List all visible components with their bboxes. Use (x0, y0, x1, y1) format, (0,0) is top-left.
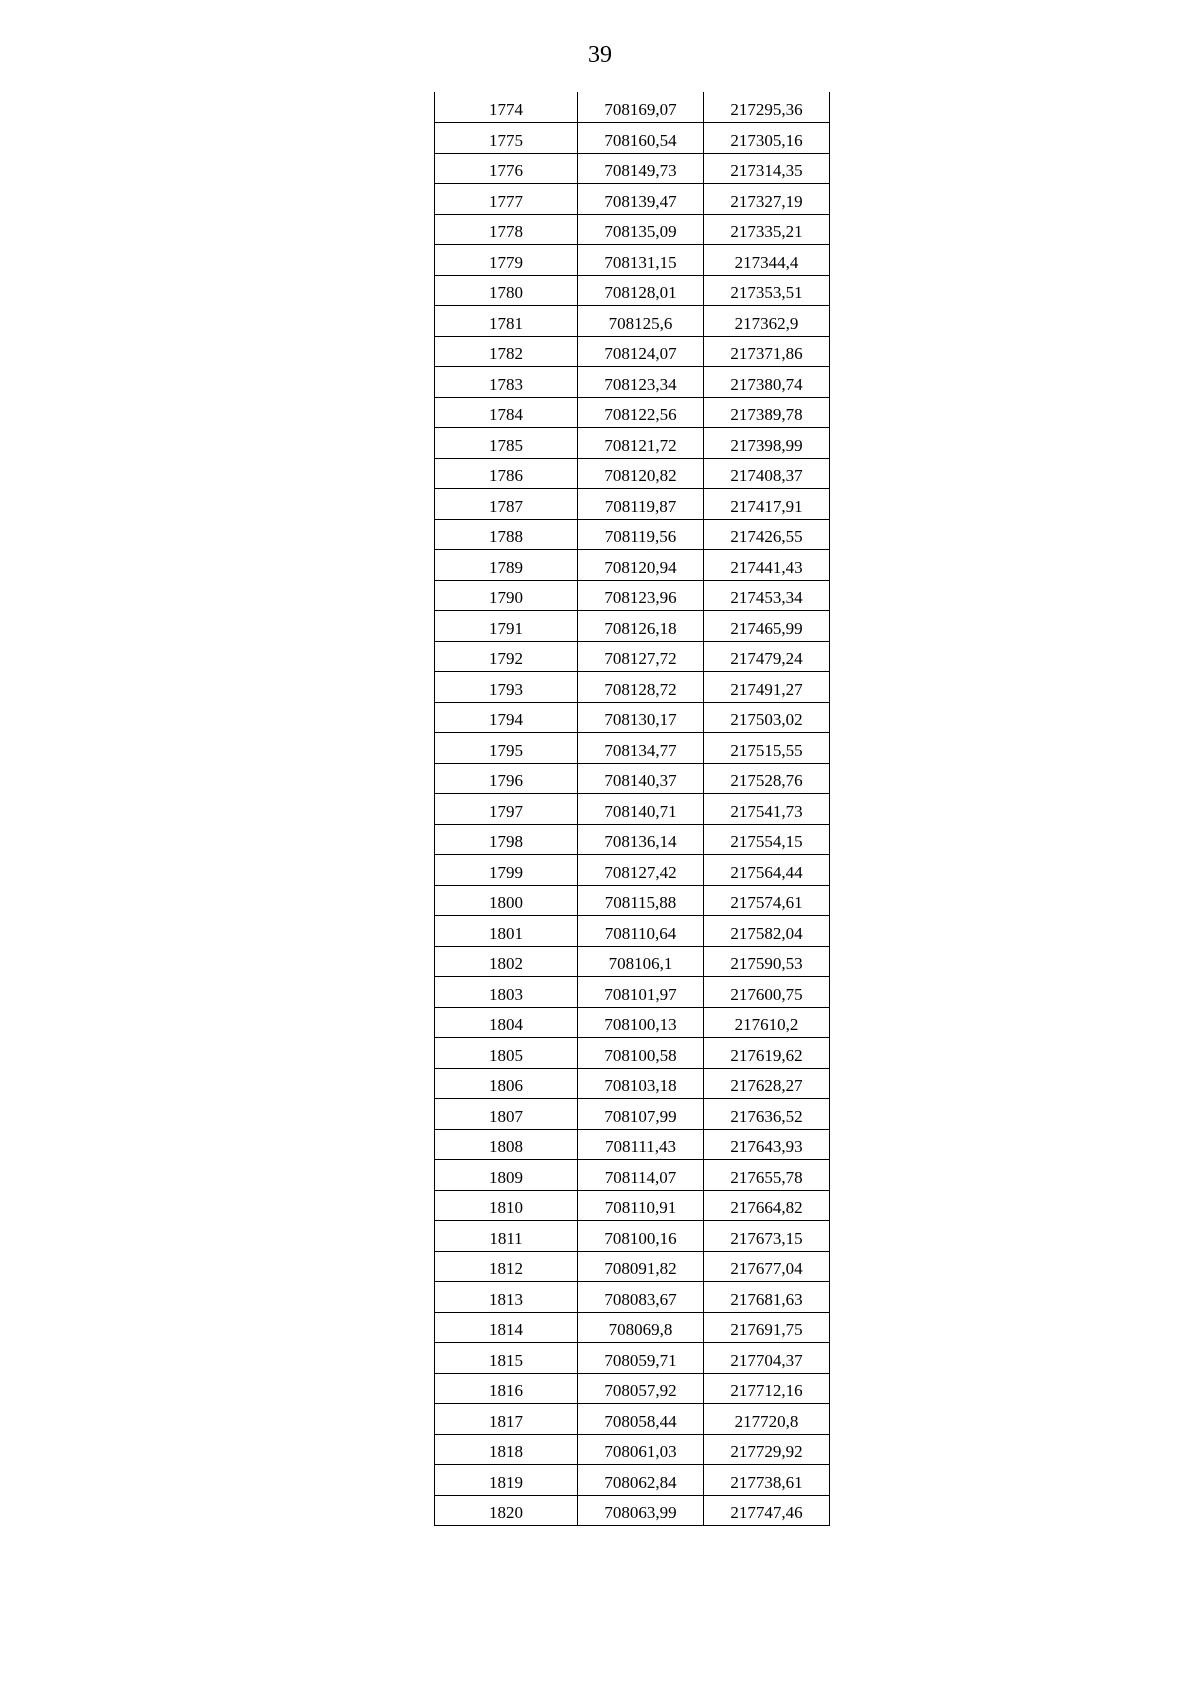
x-coordinate-cell: 708131,15 (578, 245, 704, 276)
y-coordinate-cell: 217643,93 (704, 1129, 830, 1160)
point-number-cell: 1797 (435, 794, 578, 825)
y-coordinate-cell: 217441,43 (704, 550, 830, 581)
x-coordinate-cell: 708120,94 (578, 550, 704, 581)
table-row (435, 1007, 830, 1038)
x-coordinate-cell: 708059,71 (578, 1343, 704, 1374)
x-coordinate-cell: 708136,14 (578, 824, 704, 855)
point-number-cell: 1820 (435, 1495, 578, 1526)
table-row (435, 458, 830, 489)
table-row (435, 1251, 830, 1282)
y-coordinate-cell: 217655,78 (704, 1160, 830, 1191)
table-row (435, 977, 830, 1008)
point-number-cell: 1782 (435, 336, 578, 367)
y-coordinate-cell: 217353,51 (704, 275, 830, 306)
x-coordinate-cell: 708134,77 (578, 733, 704, 764)
x-coordinate-cell: 708135,09 (578, 214, 704, 245)
table-row (435, 336, 830, 367)
x-coordinate-cell: 708103,18 (578, 1068, 704, 1099)
y-coordinate-cell: 217371,86 (704, 336, 830, 367)
point-number-cell: 1804 (435, 1007, 578, 1038)
point-number-cell: 1787 (435, 489, 578, 520)
x-coordinate-cell: 708140,37 (578, 763, 704, 794)
point-number-cell: 1785 (435, 428, 578, 459)
y-coordinate-cell: 217305,16 (704, 123, 830, 154)
point-number-cell: 1776 (435, 153, 578, 184)
x-coordinate-cell: 708128,01 (578, 275, 704, 306)
table-row (435, 885, 830, 916)
table-row (435, 1038, 830, 1069)
table-row (435, 1190, 830, 1221)
point-number-cell: 1774 (435, 92, 578, 123)
table-row (435, 794, 830, 825)
x-coordinate-cell: 708126,18 (578, 611, 704, 642)
point-number-cell: 1790 (435, 580, 578, 611)
x-coordinate-cell: 708127,72 (578, 641, 704, 672)
x-coordinate-cell: 708125,6 (578, 306, 704, 337)
table-row (435, 1495, 830, 1526)
point-number-cell: 1808 (435, 1129, 578, 1160)
table-row (435, 184, 830, 215)
y-coordinate-cell: 217600,75 (704, 977, 830, 1008)
table-row (435, 641, 830, 672)
x-coordinate-cell: 708100,58 (578, 1038, 704, 1069)
y-coordinate-cell: 217503,02 (704, 702, 830, 733)
table-row (435, 1068, 830, 1099)
table-row (435, 306, 830, 337)
table-row (435, 1373, 830, 1404)
point-number-cell: 1791 (435, 611, 578, 642)
point-number-cell: 1786 (435, 458, 578, 489)
table-row (435, 733, 830, 764)
x-coordinate-cell: 708069,8 (578, 1312, 704, 1343)
point-number-cell: 1780 (435, 275, 578, 306)
y-coordinate-cell: 217729,92 (704, 1434, 830, 1465)
point-number-cell: 1795 (435, 733, 578, 764)
x-coordinate-cell: 708124,07 (578, 336, 704, 367)
x-coordinate-cell: 708110,91 (578, 1190, 704, 1221)
point-number-cell: 1813 (435, 1282, 578, 1313)
point-number-cell: 1799 (435, 855, 578, 886)
y-coordinate-cell: 217515,55 (704, 733, 830, 764)
x-coordinate-cell: 708130,17 (578, 702, 704, 733)
point-number-cell: 1816 (435, 1373, 578, 1404)
table-row (435, 763, 830, 794)
point-number-cell: 1809 (435, 1160, 578, 1191)
table-row (435, 123, 830, 154)
y-coordinate-cell: 217380,74 (704, 367, 830, 398)
table-row (435, 245, 830, 276)
point-number-cell: 1788 (435, 519, 578, 550)
point-number-cell: 1789 (435, 550, 578, 581)
table-row (435, 611, 830, 642)
x-coordinate-cell: 708058,44 (578, 1404, 704, 1435)
y-coordinate-cell: 217628,27 (704, 1068, 830, 1099)
table-row (435, 1343, 830, 1374)
x-coordinate-cell: 708057,92 (578, 1373, 704, 1404)
coordinates-table (434, 92, 830, 1526)
point-number-cell: 1779 (435, 245, 578, 276)
y-coordinate-cell: 217528,76 (704, 763, 830, 794)
y-coordinate-cell: 217554,15 (704, 824, 830, 855)
x-coordinate-cell: 708122,56 (578, 397, 704, 428)
y-coordinate-cell: 217465,99 (704, 611, 830, 642)
point-number-cell: 1792 (435, 641, 578, 672)
y-coordinate-cell: 217636,52 (704, 1099, 830, 1130)
y-coordinate-cell: 217704,37 (704, 1343, 830, 1374)
x-coordinate-cell: 708061,03 (578, 1434, 704, 1465)
x-coordinate-cell: 708091,82 (578, 1251, 704, 1282)
y-coordinate-cell: 217582,04 (704, 916, 830, 947)
table-row (435, 1404, 830, 1435)
x-coordinate-cell: 708062,84 (578, 1465, 704, 1496)
coordinates-table-body (435, 92, 830, 1526)
table-row (435, 1312, 830, 1343)
x-coordinate-cell: 708063,99 (578, 1495, 704, 1526)
point-number-cell: 1803 (435, 977, 578, 1008)
y-coordinate-cell: 217295,36 (704, 92, 830, 123)
table-row (435, 1221, 830, 1252)
point-number-cell: 1783 (435, 367, 578, 398)
point-number-cell: 1794 (435, 702, 578, 733)
x-coordinate-cell: 708169,07 (578, 92, 704, 123)
y-coordinate-cell: 217673,15 (704, 1221, 830, 1252)
point-number-cell: 1800 (435, 885, 578, 916)
x-coordinate-cell: 708106,1 (578, 946, 704, 977)
table-row (435, 1129, 830, 1160)
y-coordinate-cell: 217664,82 (704, 1190, 830, 1221)
point-number-cell: 1777 (435, 184, 578, 215)
x-coordinate-cell: 708139,47 (578, 184, 704, 215)
y-coordinate-cell: 217398,99 (704, 428, 830, 459)
y-coordinate-cell: 217453,34 (704, 580, 830, 611)
y-coordinate-cell: 217564,44 (704, 855, 830, 886)
y-coordinate-cell: 217619,62 (704, 1038, 830, 1069)
table-row (435, 428, 830, 459)
table-row (435, 1434, 830, 1465)
y-coordinate-cell: 217720,8 (704, 1404, 830, 1435)
table-row (435, 580, 830, 611)
y-coordinate-cell: 217344,4 (704, 245, 830, 276)
table-row (435, 397, 830, 428)
table-row (435, 1099, 830, 1130)
table-row (435, 1160, 830, 1191)
point-number-cell: 1798 (435, 824, 578, 855)
table-row (435, 1282, 830, 1313)
y-coordinate-cell: 217417,91 (704, 489, 830, 520)
point-number-cell: 1778 (435, 214, 578, 245)
table-row (435, 550, 830, 581)
x-coordinate-cell: 708111,43 (578, 1129, 704, 1160)
x-coordinate-cell: 708140,71 (578, 794, 704, 825)
y-coordinate-cell: 217362,9 (704, 306, 830, 337)
point-number-cell: 1811 (435, 1221, 578, 1252)
page-number: 39 (588, 42, 612, 68)
y-coordinate-cell: 217691,75 (704, 1312, 830, 1343)
table-row (435, 946, 830, 977)
y-coordinate-cell: 217712,16 (704, 1373, 830, 1404)
y-coordinate-cell: 217479,24 (704, 641, 830, 672)
point-number-cell: 1805 (435, 1038, 578, 1069)
point-number-cell: 1814 (435, 1312, 578, 1343)
x-coordinate-cell: 708119,87 (578, 489, 704, 520)
table-row (435, 489, 830, 520)
table-row (435, 1465, 830, 1496)
x-coordinate-cell: 708114,07 (578, 1160, 704, 1191)
x-coordinate-cell: 708128,72 (578, 672, 704, 703)
x-coordinate-cell: 708100,13 (578, 1007, 704, 1038)
table-row (435, 153, 830, 184)
table-row (435, 275, 830, 306)
x-coordinate-cell: 708119,56 (578, 519, 704, 550)
point-number-cell: 1781 (435, 306, 578, 337)
y-coordinate-cell: 217677,04 (704, 1251, 830, 1282)
x-coordinate-cell: 708107,99 (578, 1099, 704, 1130)
table-row (435, 214, 830, 245)
x-coordinate-cell: 708083,67 (578, 1282, 704, 1313)
point-number-cell: 1818 (435, 1434, 578, 1465)
y-coordinate-cell: 217610,2 (704, 1007, 830, 1038)
y-coordinate-cell: 217738,61 (704, 1465, 830, 1496)
x-coordinate-cell: 708115,88 (578, 885, 704, 916)
y-coordinate-cell: 217389,78 (704, 397, 830, 428)
table-row (435, 702, 830, 733)
point-number-cell: 1784 (435, 397, 578, 428)
x-coordinate-cell: 708121,72 (578, 428, 704, 459)
y-coordinate-cell: 217681,63 (704, 1282, 830, 1313)
point-number-cell: 1806 (435, 1068, 578, 1099)
point-number-cell: 1819 (435, 1465, 578, 1496)
table-row (435, 855, 830, 886)
point-number-cell: 1812 (435, 1251, 578, 1282)
x-coordinate-cell: 708100,16 (578, 1221, 704, 1252)
x-coordinate-cell: 708123,96 (578, 580, 704, 611)
x-coordinate-cell: 708120,82 (578, 458, 704, 489)
y-coordinate-cell: 217335,21 (704, 214, 830, 245)
table-row (435, 367, 830, 398)
point-number-cell: 1817 (435, 1404, 578, 1435)
x-coordinate-cell: 708123,34 (578, 367, 704, 398)
point-number-cell: 1801 (435, 916, 578, 947)
x-coordinate-cell: 708110,64 (578, 916, 704, 947)
y-coordinate-cell: 217574,61 (704, 885, 830, 916)
point-number-cell: 1810 (435, 1190, 578, 1221)
table-row (435, 92, 830, 123)
table-row (435, 916, 830, 947)
x-coordinate-cell: 708101,97 (578, 977, 704, 1008)
y-coordinate-cell: 217590,53 (704, 946, 830, 977)
y-coordinate-cell: 217541,73 (704, 794, 830, 825)
x-coordinate-cell: 708149,73 (578, 153, 704, 184)
y-coordinate-cell: 217327,19 (704, 184, 830, 215)
y-coordinate-cell: 217491,27 (704, 672, 830, 703)
table-row (435, 824, 830, 855)
point-number-cell: 1802 (435, 946, 578, 977)
table-row (435, 519, 830, 550)
y-coordinate-cell: 217408,37 (704, 458, 830, 489)
x-coordinate-cell: 708127,42 (578, 855, 704, 886)
x-coordinate-cell: 708160,54 (578, 123, 704, 154)
point-number-cell: 1775 (435, 123, 578, 154)
y-coordinate-cell: 217747,46 (704, 1495, 830, 1526)
y-coordinate-cell: 217314,35 (704, 153, 830, 184)
point-number-cell: 1815 (435, 1343, 578, 1374)
point-number-cell: 1807 (435, 1099, 578, 1130)
point-number-cell: 1793 (435, 672, 578, 703)
y-coordinate-cell: 217426,55 (704, 519, 830, 550)
point-number-cell: 1796 (435, 763, 578, 794)
table-row (435, 672, 830, 703)
